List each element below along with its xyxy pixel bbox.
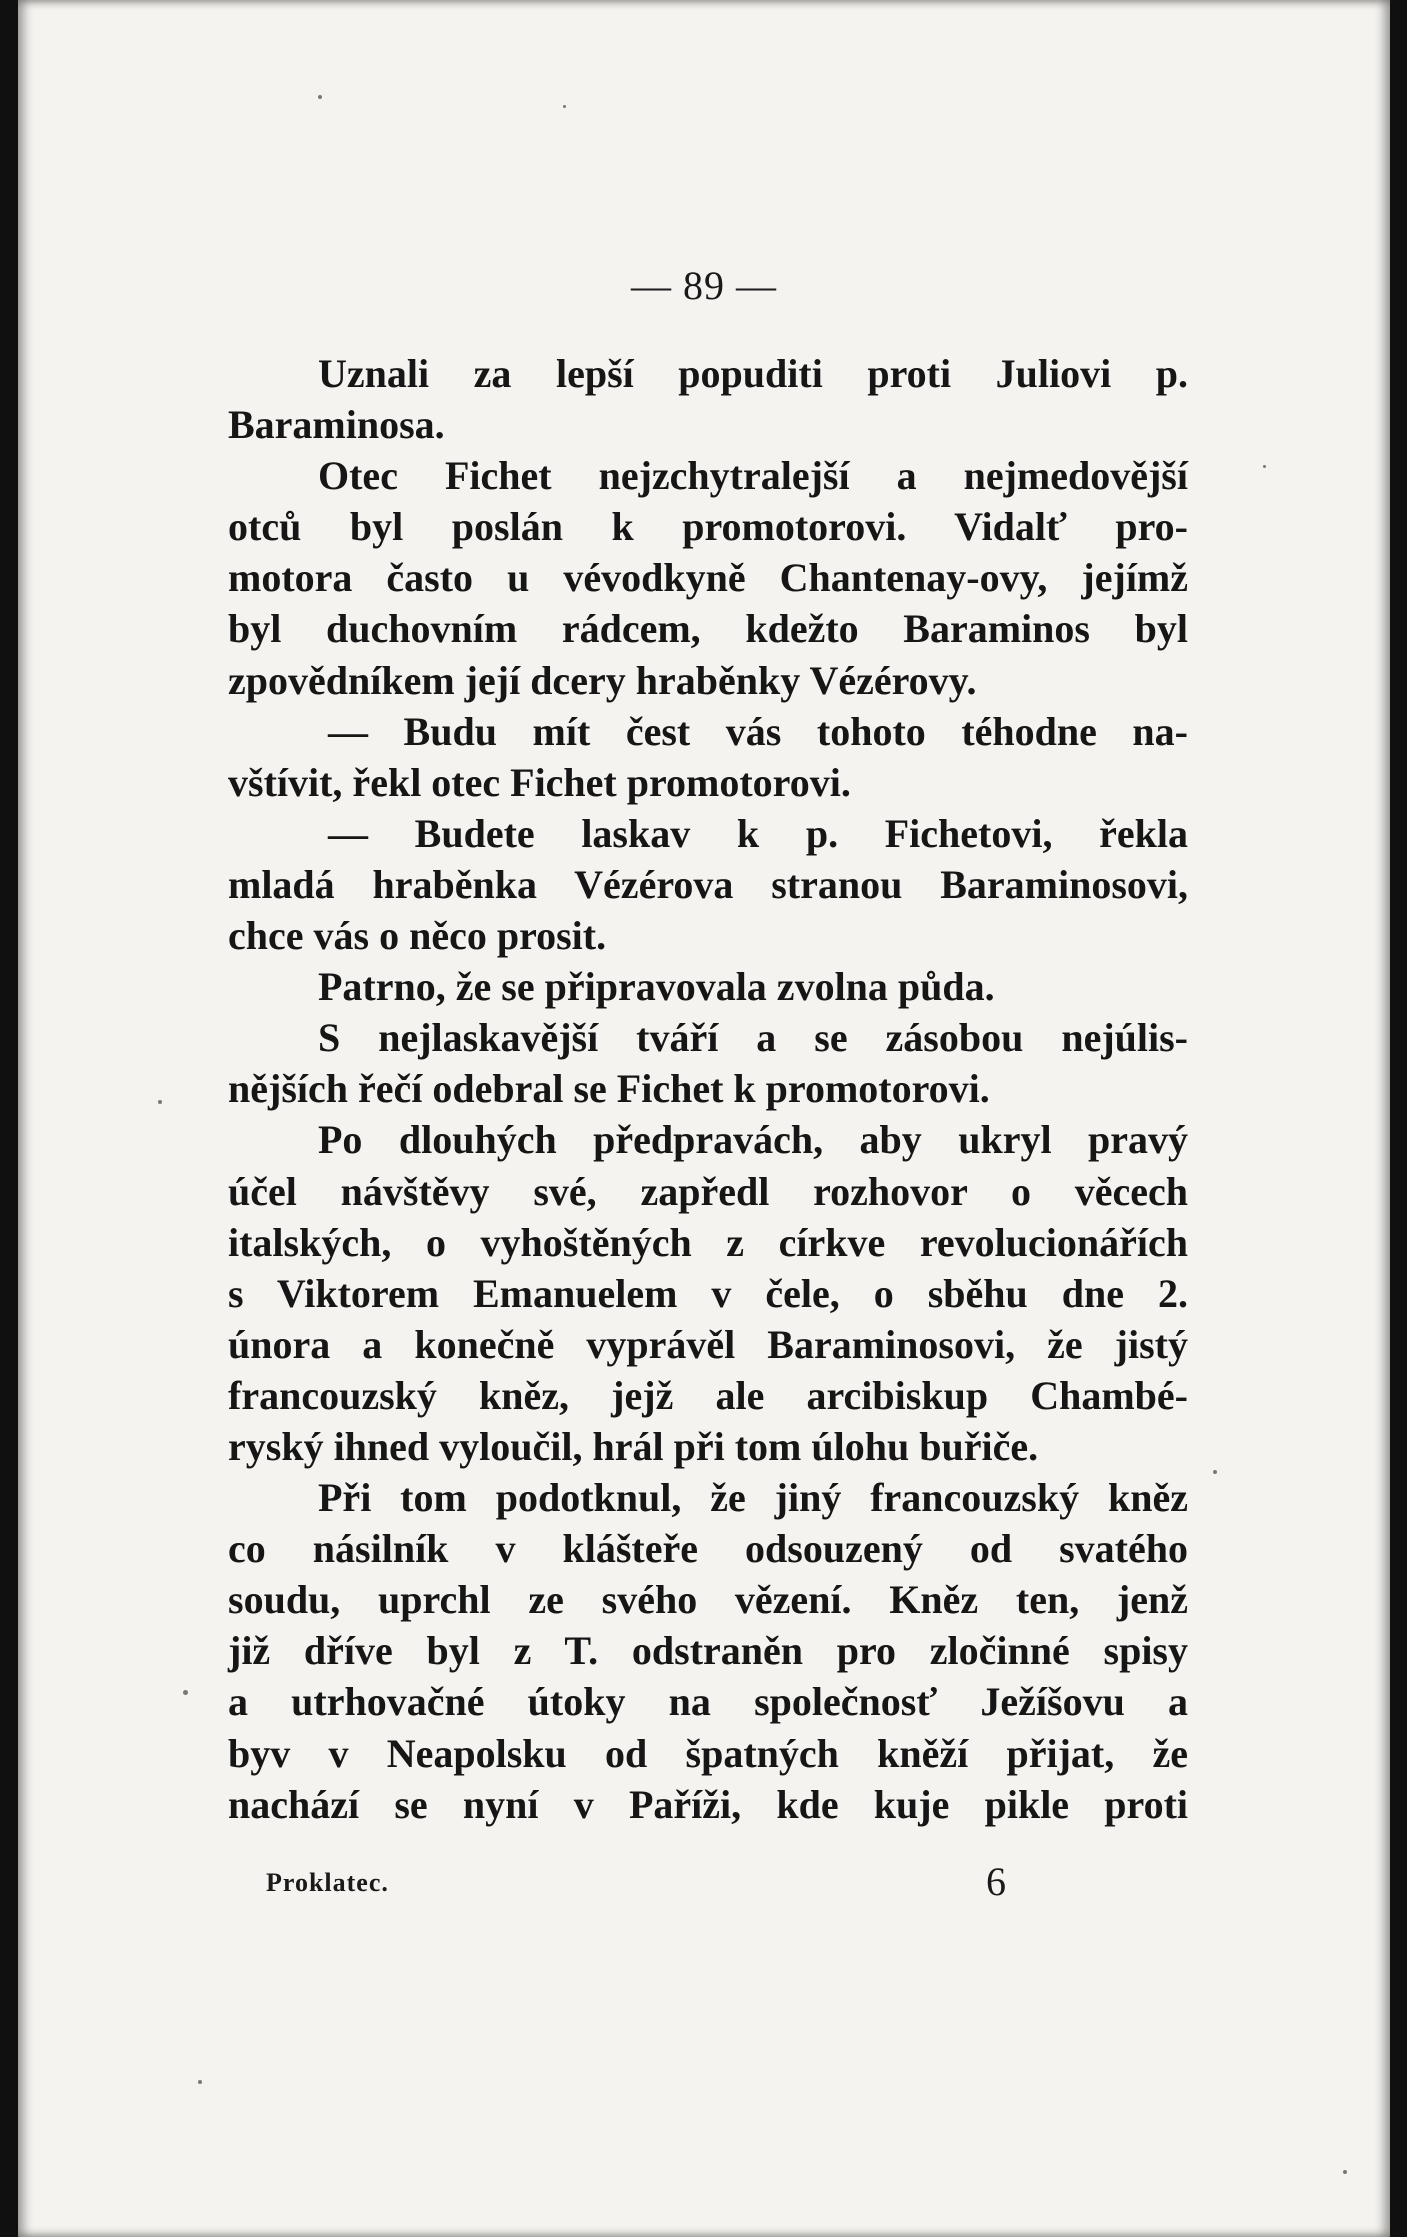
text-line: Patrno, že se připravovala zvolna půda.: [318, 964, 995, 1010]
text-line: ryský ihned vyloučil, hrál při tom úlohu buřiče.: [228, 1423, 1039, 1469]
text-line: otců byl poslán k promotorovi. Vidalť pro-: [228, 504, 1188, 550]
paper-speck: [563, 105, 566, 108]
text-line: — Budu mít čest vás tohoto téhodne na-: [328, 708, 1188, 754]
text-line: nějších řečí odebral se Fichet k promotorovi.: [228, 1066, 990, 1112]
paper-speck: [318, 95, 322, 99]
text-line: chce vás o něco prosit.: [228, 913, 607, 959]
text-line: motora často u vévodkyně Chantenay-ovy, jejímž: [228, 555, 1188, 601]
text-line: a utrhovačné útoky na společnosť Ježíšovu a: [228, 1679, 1188, 1725]
text-line: nachází se nyní v Paříži, kde kuje pikle proti: [228, 1781, 1188, 1827]
sheet-number: 6: [986, 1859, 1006, 1904]
text-line: účel návštěvy své, zapředl rozhovor o věcech: [228, 1168, 1188, 1214]
body-text: [228, 348, 1188, 1830]
text-line: zpovědníkem její dcery hraběnky Vézérovy.: [228, 657, 977, 703]
text-line: již dříve byl z T. odstraněn pro zločinné spisy: [228, 1628, 1188, 1674]
paper-speck: [1343, 2170, 1347, 2174]
text-line: soudu, uprchl ze svého vězení. Kněz ten, jenž: [228, 1577, 1188, 1623]
text-line: Otec Fichet nejzchytralejší a nejmedovější: [318, 453, 1188, 499]
book-page: [18, 0, 1390, 2237]
page-footer: [266, 1859, 1006, 1904]
paper-speck: [158, 1100, 162, 1104]
text-line: — Budete laskav k p. Fichetovi, řekla: [328, 810, 1188, 856]
text-line: francouzský kněz, jejž ale arcibiskup Chambé-: [228, 1372, 1188, 1418]
text-line: italských, o vyhoštěných z církve revolucionářích: [228, 1219, 1188, 1265]
text-line: S nejlaskavější tváří a se zásobou nejúlis-: [318, 1015, 1188, 1061]
paper-speck: [183, 1690, 188, 1695]
text-line: Po dlouhých předpravách, aby ukryl pravý: [318, 1117, 1188, 1163]
page-number: — 89 —: [631, 263, 777, 308]
text-line: vštívit, řekl otec Fichet promotorovi.: [228, 759, 851, 805]
text-line: Baraminosa.: [228, 402, 445, 448]
text-line: byl duchovním rádcem, kdežto Baraminos byl: [228, 606, 1188, 652]
paper-speck: [1263, 465, 1266, 468]
signature-mark: Proklatec.: [266, 1868, 389, 1897]
text-line: s Viktorem Emanuelem v čele, o sběhu dne 2.: [228, 1270, 1188, 1316]
text-line: února a konečně vyprávěl Baraminosovi, že jistý: [228, 1321, 1188, 1367]
paper-speck: [1213, 1470, 1217, 1474]
paper-speck: [198, 2080, 202, 2084]
text-line: mladá hraběnka Vézérova stranou Baraminosovi,: [228, 861, 1188, 907]
text-line: byv v Neapolsku od špatných kněží přijat, že: [228, 1730, 1188, 1776]
text-line: co násilník v klášteře odsouzený od svatého: [228, 1526, 1188, 1572]
text-line: Uznali za lepší popuditi proti Juliovi p.: [318, 351, 1188, 396]
text-line: Při tom podotknul, že jiný francouzský kněz: [318, 1475, 1188, 1521]
